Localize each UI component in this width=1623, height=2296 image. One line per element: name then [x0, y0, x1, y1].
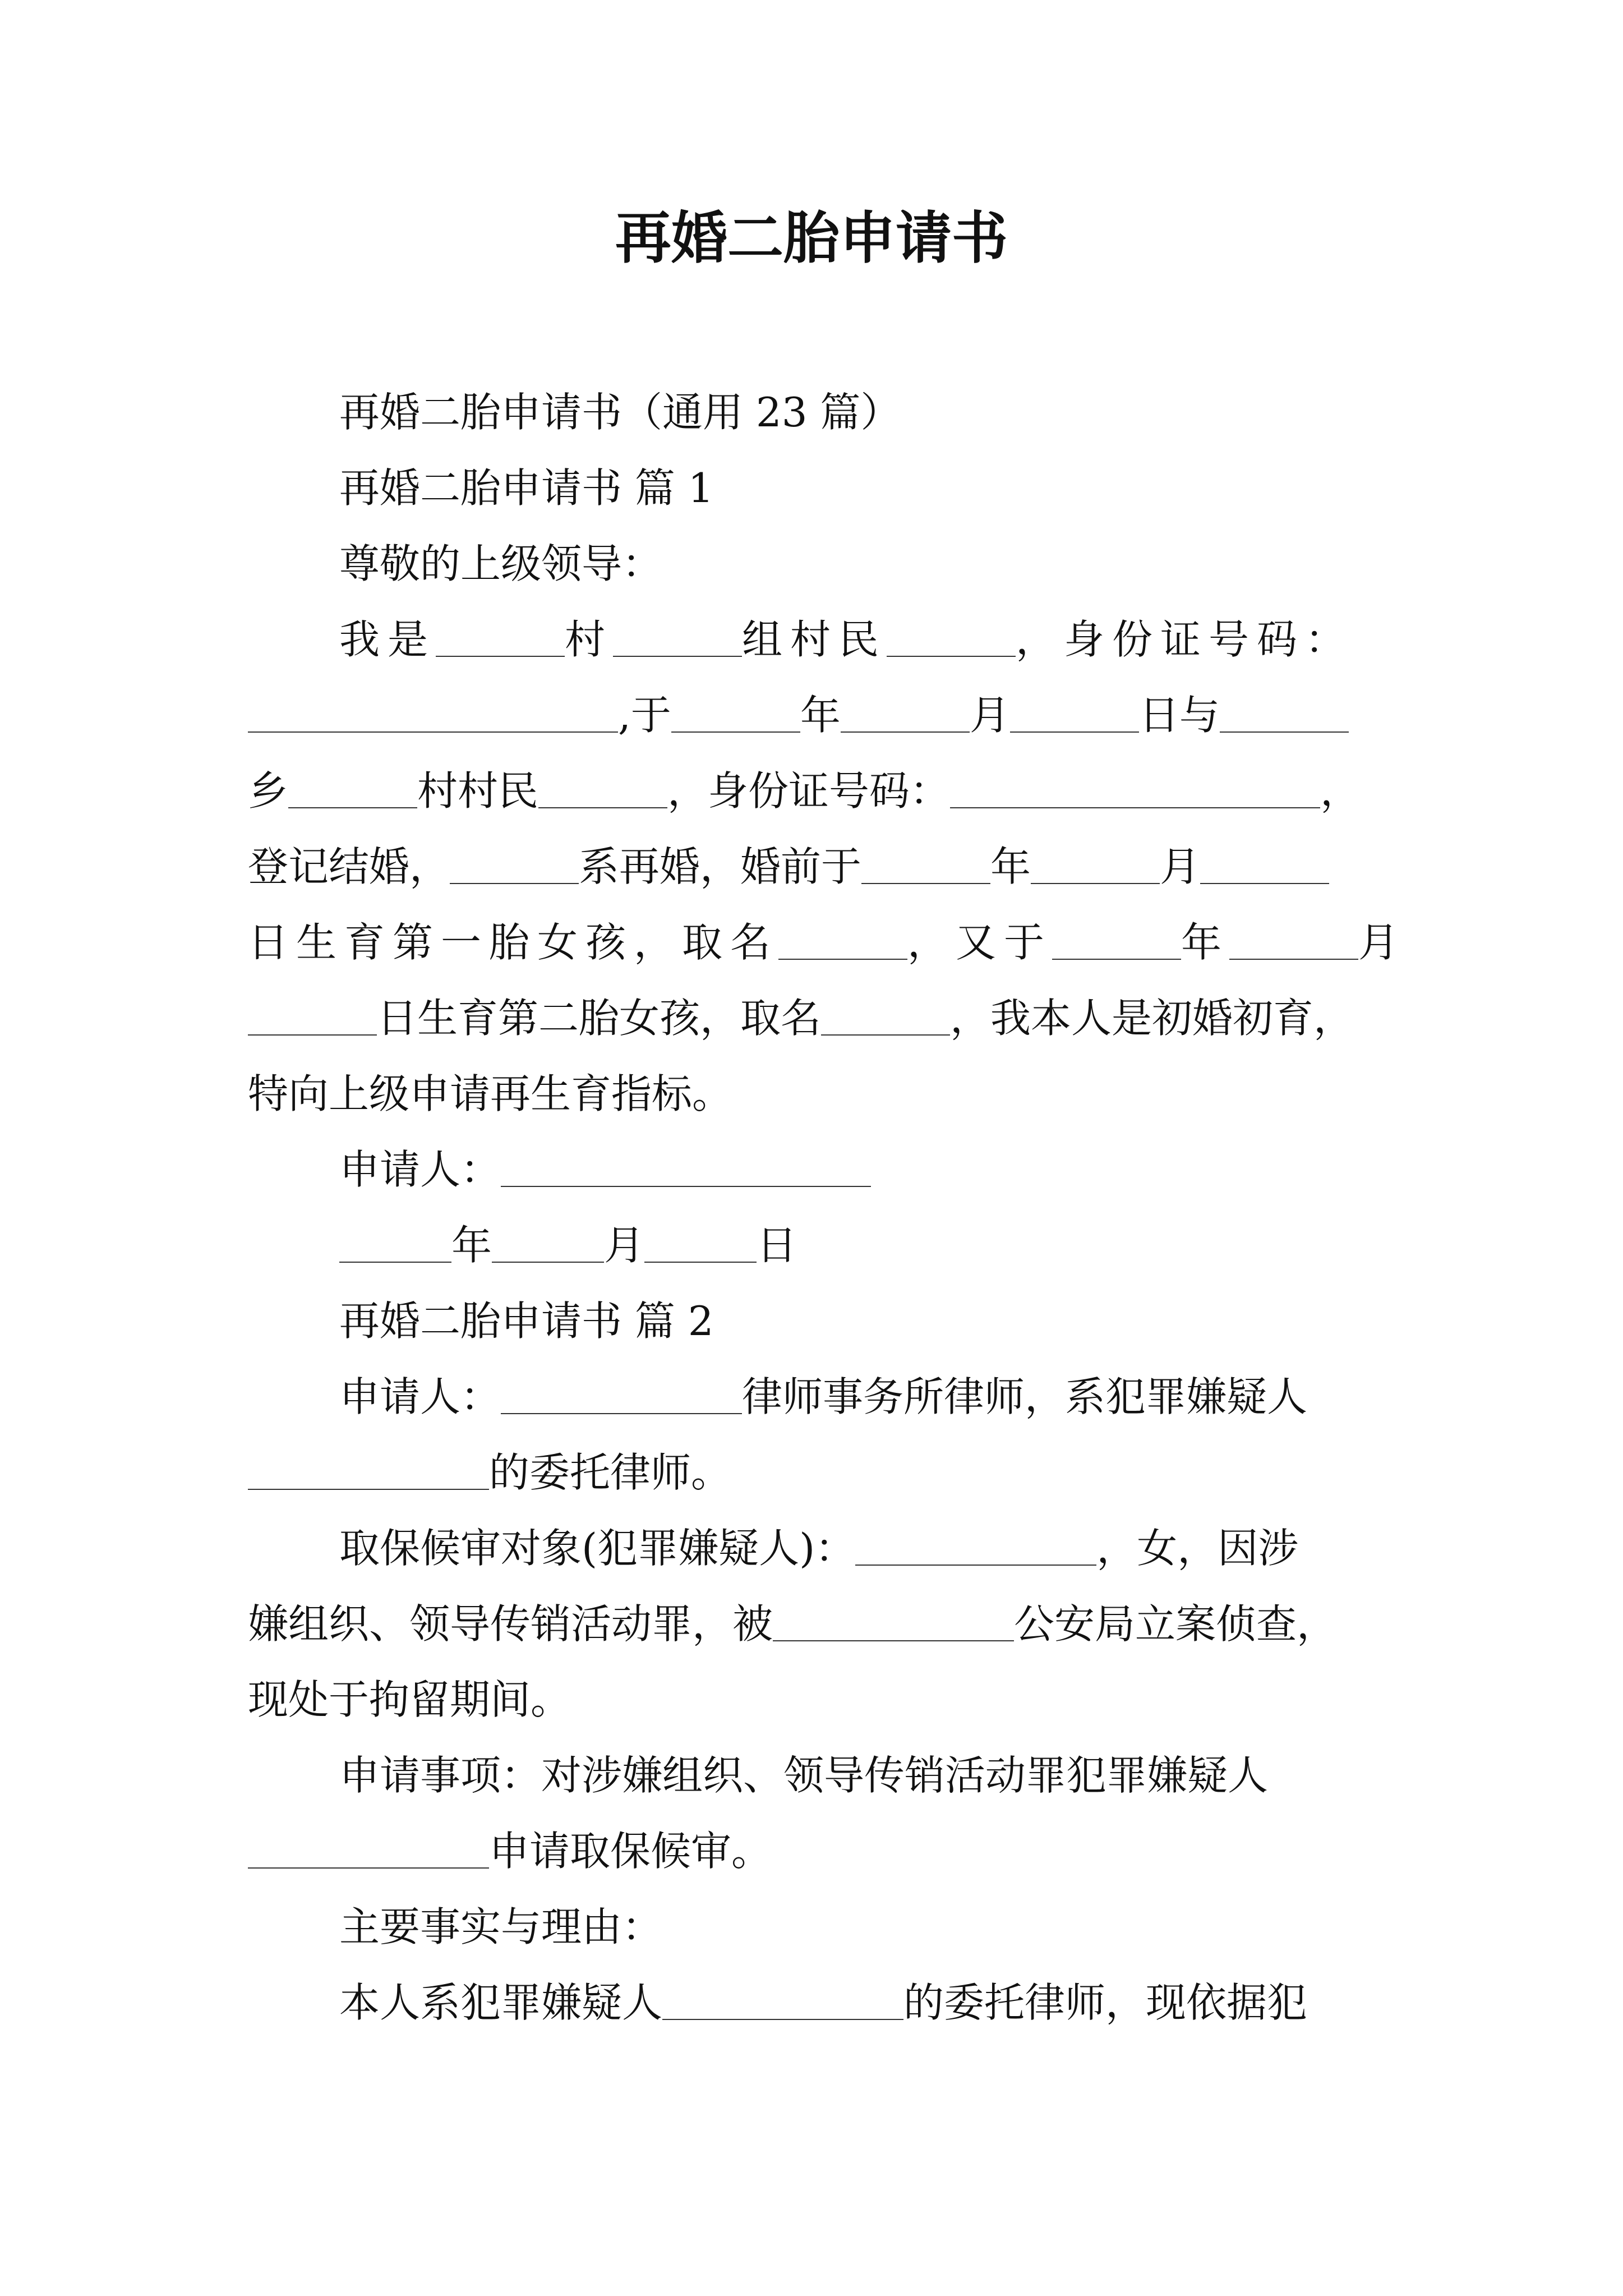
salutation: 尊敬的上级领导：	[339, 540, 663, 587]
paragraph-line: 申请人： 律师事务所律师，系犯罪嫌疑人	[339, 1373, 1308, 1420]
blank-field	[773, 1601, 1014, 1641]
blank-field	[492, 1222, 604, 1263]
blank-field	[1220, 692, 1349, 733]
section-heading-2: 再婚二胎申请书 篇 2	[339, 1297, 714, 1345]
blank-field	[861, 844, 990, 884]
blank-field	[248, 1828, 489, 1869]
blank-field	[339, 1222, 451, 1263]
paragraph-line: 申请取保候审。	[248, 1823, 1623, 1879]
paragraph-line: 申请事项：对涉嫌组织、领导传销活动罪犯罪嫌疑人	[339, 1752, 1269, 1799]
paragraph-line: 特向上级申请再生育指标。	[248, 1070, 733, 1117]
section-heading-1: 再婚二胎申请书 篇 1	[339, 464, 714, 512]
blank-field	[450, 844, 579, 884]
blank-field	[288, 768, 417, 808]
paragraph-line: 现处于拘留期间。	[248, 1676, 571, 1723]
blank-field	[841, 692, 970, 733]
date-line: 年 月 日	[339, 1217, 1623, 1273]
paragraph-line: 取保候审对象(犯罪嫌疑人)： ，女，因涉	[339, 1525, 1299, 1572]
paragraph-line: 日生育第一胎女孩，取名 ，又于 年 月	[248, 919, 1407, 966]
blank-field	[821, 995, 950, 1036]
blank-field	[855, 1525, 1096, 1566]
paragraph-line: 乡 村村民 ，身份证号码： ，	[248, 767, 1361, 815]
page-title: 再婚二胎申请书	[615, 205, 1008, 271]
paragraph-line: 嫌组织、领导传销活动罪，被 公安局立案侦查，	[248, 1600, 1338, 1648]
blank-field	[887, 616, 1016, 657]
blank-field	[613, 616, 742, 657]
paragraph-line: 本人系犯罪嫌疑人 的委托律师，现依据犯	[339, 1979, 1308, 2026]
paragraph-line: 主要事实与理由：	[339, 1903, 663, 1950]
blank-field	[248, 1450, 489, 1490]
paragraph-line: 日生育第二胎女孩，取名 ，我本人是初婚初育，	[248, 990, 1623, 1046]
blank-field	[671, 692, 800, 733]
blank-field	[662, 1980, 903, 2020]
blank-field	[1010, 692, 1139, 733]
blank-field	[1200, 844, 1329, 884]
blank-field	[436, 616, 565, 657]
blank-field	[538, 768, 667, 808]
paragraph-line: ,于 年 月 日与	[248, 687, 1623, 743]
blank-field	[501, 1374, 742, 1414]
paragraph-line: 的委托律师。	[248, 1444, 1623, 1501]
blank-field	[248, 995, 377, 1036]
blank-field	[950, 768, 1320, 808]
subtitle: 再婚二胎申请书（通用 23 篇）	[339, 389, 901, 436]
blank-field	[1052, 919, 1181, 960]
paragraph-line: 我是 村 组村民 ，身份证号码：	[339, 616, 1354, 663]
paragraph-line: 登记结婚， 系再婚，婚前于 年 月	[248, 839, 1623, 895]
blank-field	[248, 692, 618, 733]
blank-field	[778, 919, 907, 960]
blank-field	[501, 1147, 871, 1187]
signature-line: 申请人：	[339, 1142, 1623, 1198]
blank-field	[644, 1222, 757, 1263]
blank-field	[1031, 844, 1160, 884]
blank-field	[1229, 919, 1358, 960]
